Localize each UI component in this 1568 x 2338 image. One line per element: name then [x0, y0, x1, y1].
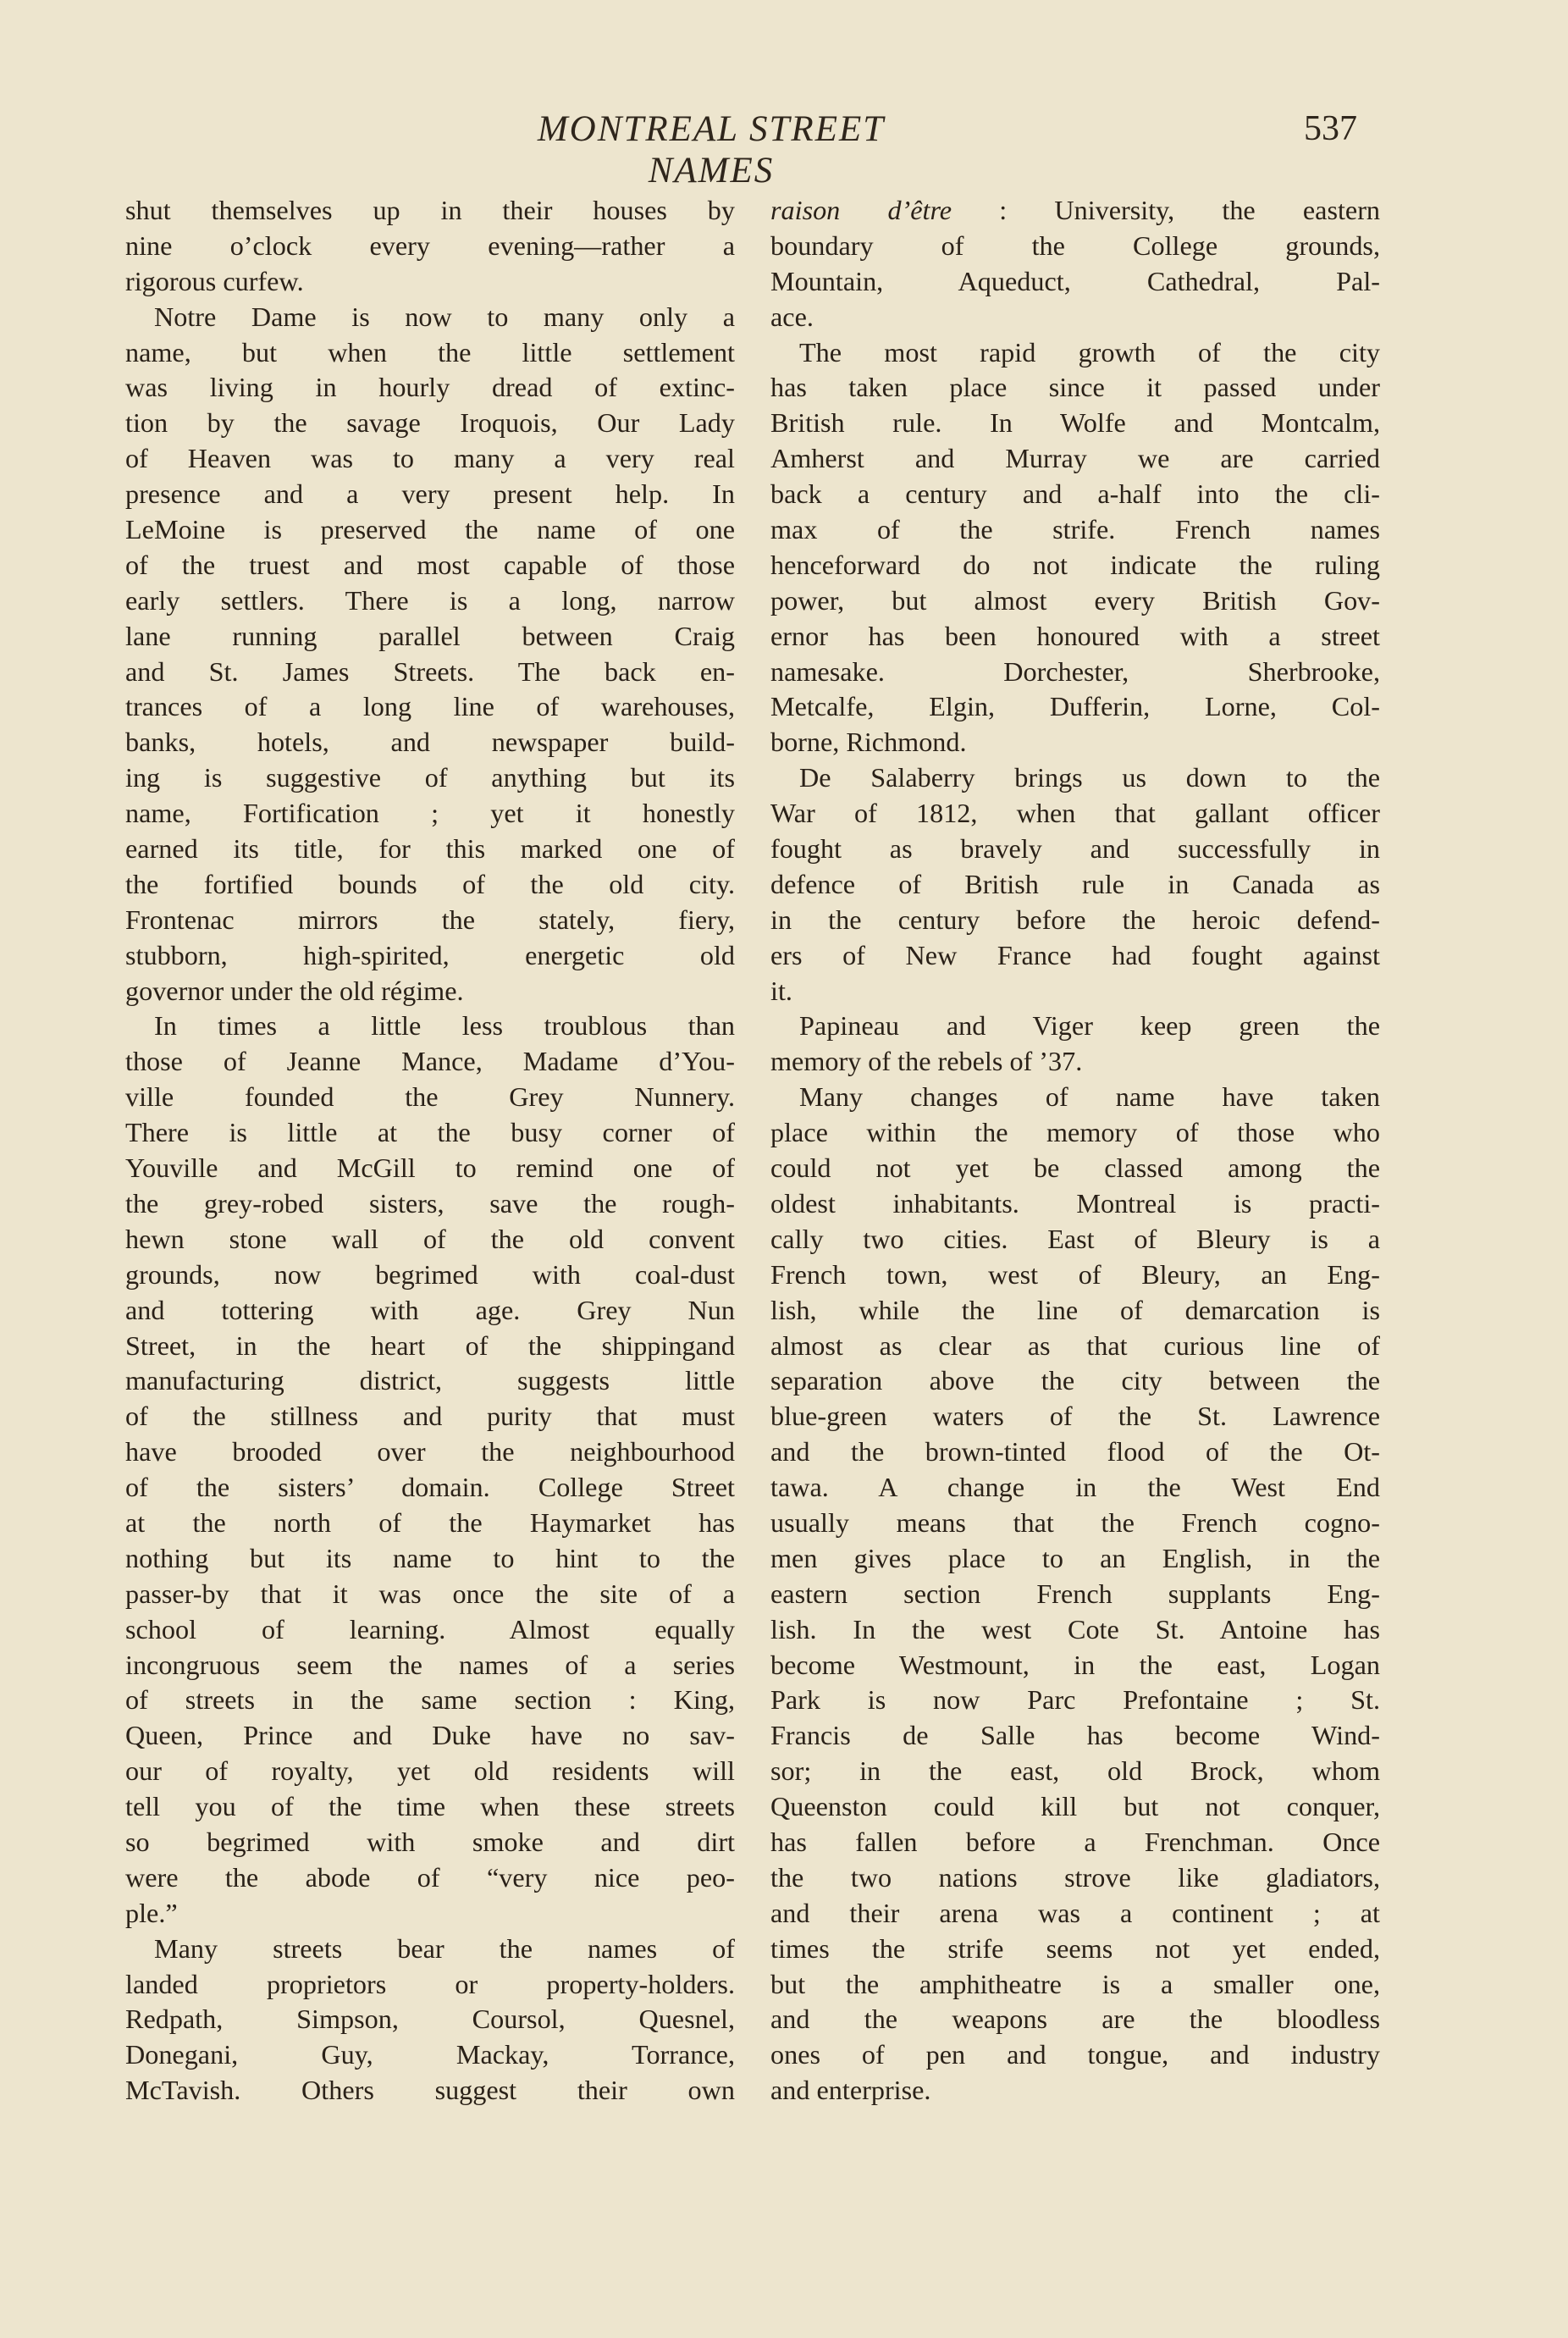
- text-line: and St. James Streets. The back en-: [125, 655, 735, 687]
- text-line: Papineau and Viger keep green the: [799, 1010, 1380, 1042]
- text-line: name, Fortification ; yet it honestly: [125, 798, 735, 829]
- text-line: The most rapid growth of the city: [799, 336, 1380, 368]
- page-number: 537: [1304, 109, 1357, 148]
- text-line: blue-green waters of the St. Lawrence: [770, 1401, 1380, 1432]
- text-line: oldest inhabitants. Montreal is practi-: [770, 1187, 1380, 1219]
- text-line: banks, hotels, and newspaper build-: [125, 727, 735, 758]
- text-line: McTavish. Others suggest their own: [125, 2075, 735, 2106]
- text-line: were the abode of “very nice peo-: [125, 1861, 735, 1893]
- text-line: and tottering with age. Grey Nun: [125, 1294, 735, 1325]
- text-line: Street, in the heart of the shippingand: [125, 1329, 735, 1361]
- text-line: in the century before the heroic defend-: [770, 904, 1380, 935]
- text-line: Metcalfe, Elgin, Dufferin, Lorne, Col-: [770, 691, 1380, 722]
- text-line: so begrimed with smoke and dirt: [125, 1826, 735, 1857]
- text-line: tawa. A change in the West End: [770, 1472, 1380, 1503]
- text-line: Notre Dame is now to many only a: [154, 301, 735, 332]
- text-line: landed proprietors or property-holders.: [125, 1968, 735, 1999]
- right-text-column: [770, 193, 1380, 2109]
- text-line: school of learning. Almost equally: [125, 1613, 735, 1644]
- text-line: ers of New France had fought against: [770, 939, 1380, 970]
- text-line: nothing but its name to hint to the: [125, 1542, 735, 1573]
- text-line: of the stillness and purity that must: [125, 1401, 735, 1432]
- text-line: lish, while the line of demarcation is: [770, 1294, 1380, 1325]
- text-line: incongruous seem the names of a series: [125, 1649, 735, 1680]
- text-line: almost as clear as that curious line of: [770, 1329, 1380, 1361]
- text-line: Youville and McGill to remind one of: [125, 1152, 735, 1184]
- text-line: memory of the rebels of ’37.: [770, 1046, 1083, 1077]
- text-line: Frontenac mirrors the stately, fiery,: [125, 904, 735, 935]
- text-line: raison d’être : University, the eastern: [770, 195, 1381, 225]
- text-line: tell you of the time when these streets: [125, 1791, 735, 1822]
- text-line: ace.: [770, 301, 814, 332]
- text-line: but the amphitheatre is a smaller one,: [770, 1968, 1380, 1999]
- text-line: Redpath, Simpson, Coursol, Quesnel,: [125, 2004, 735, 2035]
- text-line: and their arena was a continent ; at: [770, 1897, 1380, 1928]
- text-line: passer-by that it was once the site of a: [125, 1578, 735, 1609]
- text-line: it.: [770, 975, 792, 1006]
- text-line: could not yet be classed among the: [770, 1152, 1380, 1184]
- running-head: [127, 108, 1397, 191]
- text-line: Amherst and Murray we are carried: [770, 443, 1380, 474]
- running-title: MONTREAL STREET NAMES: [537, 109, 886, 191]
- text-line: usually means that the French cogno-: [770, 1506, 1380, 1538]
- text-line: governor under the old régime.: [125, 975, 464, 1006]
- text-line: and the brown-tinted flood of the Ot-: [770, 1436, 1380, 1467]
- text-line: tion by the savage Iroquois, Our Lady: [125, 407, 735, 439]
- left-text-column: [125, 193, 735, 2109]
- text-line: separation above the city between the: [770, 1365, 1380, 1396]
- text-line: borne, Richmond.: [770, 727, 967, 758]
- text-line: place within the memory of those who: [770, 1117, 1380, 1148]
- text-line: ones of pen and tongue, and industry: [770, 2039, 1380, 2070]
- text-line: lish. In the west Cote St. Antoine has: [770, 1613, 1380, 1644]
- text-line: those of Jeanne Mance, Madame d’You-: [125, 1046, 735, 1077]
- text-line: In times a little less troublous than: [154, 1010, 735, 1042]
- text-line: Mountain, Aqueduct, Cathedral, Pal-: [770, 265, 1380, 296]
- text-line: become Westmount, in the east, Logan: [770, 1649, 1380, 1680]
- text-line: There is little at the busy corner of: [125, 1117, 735, 1148]
- text-line: Francis de Salle has become Wind-: [770, 1720, 1380, 1751]
- italic-phrase: raison d’être: [770, 195, 952, 225]
- text-line: French town, west of Bleury, an Eng-: [770, 1258, 1380, 1290]
- text-line: Many changes of name have taken: [799, 1081, 1380, 1113]
- text-line: namesake. Dorchester, Sherbrooke,: [770, 655, 1380, 687]
- text-line: times the strife seems not yet ended,: [770, 1932, 1380, 1964]
- text-line: manufacturing district, suggests little: [125, 1365, 735, 1396]
- text-line: of streets in the same section : King,: [125, 1684, 735, 1716]
- text-line: name, but when the little settlement: [125, 336, 735, 368]
- text-line: max of the strife. French names: [770, 514, 1380, 545]
- text-line: defence of British rule in Canada as: [770, 868, 1380, 899]
- text-line: Many streets bear the names of: [154, 1932, 735, 1964]
- text-line: LeMoine is preserved the name of one: [125, 514, 735, 545]
- text-line: eastern section French supplants Eng-: [770, 1578, 1380, 1609]
- text-line: the two nations strove like gladiators,: [770, 1861, 1380, 1893]
- text-line: of the truest and most capable of those: [125, 549, 735, 580]
- text-line: early settlers. There is a long, narrow: [125, 584, 735, 616]
- text-line: sor; in the east, old Brock, whom: [770, 1755, 1380, 1787]
- text-line: Queenston could kill but not conquer,: [770, 1791, 1380, 1822]
- text-line: rigorous curfew.: [125, 265, 304, 296]
- text-line: has taken place since it passed under: [770, 372, 1380, 403]
- text-line: earned its title, for this marked one of: [125, 833, 735, 865]
- text-line: and the weapons are the bloodless: [770, 2004, 1380, 2035]
- text-line: ple.”: [125, 1897, 178, 1928]
- text-line: stubborn, high-spirited, energetic old: [125, 939, 735, 970]
- text-line: War of 1812, when that gallant officer: [770, 798, 1380, 829]
- text-line: Queen, Prince and Duke have no sav-: [125, 1720, 735, 1751]
- text-line: De Salaberry brings us down to the: [799, 762, 1380, 793]
- text-line: the fortified bounds of the old city.: [125, 868, 735, 899]
- text-line: ing is suggestive of anything but its: [125, 762, 735, 793]
- text-line: shut themselves up in their houses by: [125, 195, 735, 225]
- text-line: was living in hourly dread of extinc-: [125, 372, 735, 403]
- text-line: has fallen before a Frenchman. Once: [770, 1826, 1380, 1857]
- text-line: and enterprise.: [770, 2075, 931, 2106]
- text-line: have brooded over the neighbourhood: [125, 1436, 735, 1467]
- text-line: henceforward do not indicate the ruling: [770, 549, 1380, 580]
- text-line: British rule. In Wolfe and Montcalm,: [770, 407, 1380, 439]
- text-line: ville founded the Grey Nunnery.: [125, 1081, 735, 1113]
- text-line: lane running parallel between Craig: [125, 620, 735, 651]
- text-line: the grey-robed sisters, save the rough-: [125, 1187, 735, 1219]
- text-line: grounds, now begrimed with coal-dust: [125, 1258, 735, 1290]
- text-line: men gives place to an English, in the: [770, 1542, 1380, 1573]
- text-line: at the north of the Haymarket has: [125, 1506, 735, 1538]
- text-line: hewn stone wall of the old convent: [125, 1223, 735, 1254]
- text-line: presence and a very present help. In: [125, 478, 735, 510]
- text-line: ernor has been honoured with a street: [770, 620, 1380, 651]
- text-line: Park is now Parc Prefontaine ; St.: [770, 1684, 1380, 1716]
- text-line: nine o’clock every evening—rather a: [125, 229, 735, 261]
- text-line: back a century and a-half into the cli-: [770, 478, 1380, 510]
- text-line: Donegani, Guy, Mackay, Torrance,: [125, 2039, 735, 2070]
- text-line: trances of a long line of warehouses,: [125, 691, 735, 722]
- text-line: cally two cities. East of Bleury is a: [770, 1223, 1380, 1254]
- text-line: fought as bravely and successfully in: [770, 833, 1380, 865]
- text-line: power, but almost every British Gov-: [770, 584, 1380, 616]
- text-line: of Heaven was to many a very real: [125, 443, 735, 474]
- text-line: our of royalty, yet old residents will: [125, 1755, 735, 1787]
- text-line: of the sisters’ domain. College Street: [125, 1472, 735, 1503]
- text-line: boundary of the College grounds,: [770, 229, 1380, 261]
